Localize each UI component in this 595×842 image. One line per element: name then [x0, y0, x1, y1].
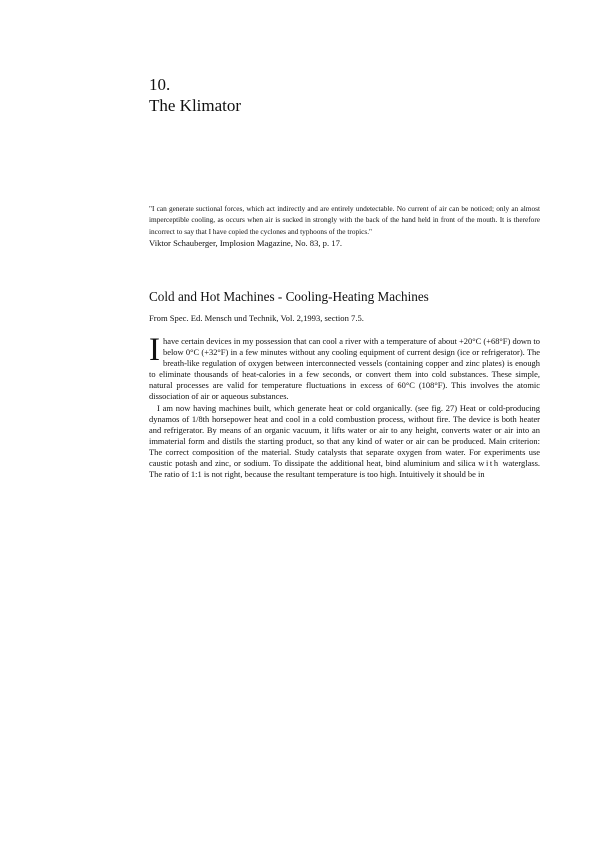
- paragraph-1-text: have certain devices in my possession that can cool a river with a temperature of about +20°C (+68°F) down to below 0°C (+32°F) in a few minutes without any cooling equipment of current design (ice or refrigerator). The breath-like regulation of oxygen between interconnected vessels (containing copper and zinc plates) is enough to eliminate thousands of heat-calories in a few seconds, or convert them into cold substances. These simple, natural processes are valid for temperature fluctuations in excess of 60°C (108°F). This involves the atomic dissociation of air or aqueous substances.: [149, 336, 540, 402]
- paragraph-2-text-b: waterglass. The ratio of 1:1 is not right, because the resultant temperature is too high. Intuitively it should be in: [149, 458, 541, 480]
- body-text: [149, 332, 541, 480]
- section-title: Cold and Hot Machines - Cooling-Heating Machines: [149, 289, 429, 304]
- section-source: From Spec. Ed. Mensch und Technik, Vol. 2,1993, section 7.5.: [149, 313, 364, 323]
- drop-cap: I: [149, 332, 160, 368]
- chapter-number: 10.: [149, 75, 171, 94]
- paragraph-2-spaced-word: with: [478, 458, 500, 469]
- chapter-heading: [149, 74, 241, 116]
- paragraph-2-text-a: I am now having machines built, which generate heat or cold organically. (see fig. 27) Heat or cold-producing dynamos of 1/8th horsepower heat and cool in a cold combustion process, without fire. The device is both heater and refrigerator. By means of an organic vacuum, it lifts water or air to any height, converts water or air into an immaterial form and distils the starting product, so that any kind of water or air can be produced. Main criterion: The correct composition of the material. Study catalysts that separate oxygen from water. For experiments use caustic potash and zinc, or sodium. To dissipate the additional heat, bind aluminium and silica: [149, 402, 540, 469]
- chapter-title: The Klimator: [149, 96, 242, 115]
- epigraph-quote: "I can generate suctional forces, which act indirectly and are entirely undetectable. No current of air can be noticed; only an almost imperceptible cooling, as occurs when air is sucked in strongly with the back of the hand held in front of the mouth. It is therefore incorrect to say that I have copied the cyclones and typhoons of the tropics.": [149, 204, 540, 236]
- epigraph: [149, 203, 540, 249]
- epigraph-source: Viktor Schauberger, Implosion Magazine, No. 83, p. 17.: [149, 238, 343, 249]
- paragraph-1: [149, 332, 540, 403]
- paragraph-2: [149, 403, 540, 481]
